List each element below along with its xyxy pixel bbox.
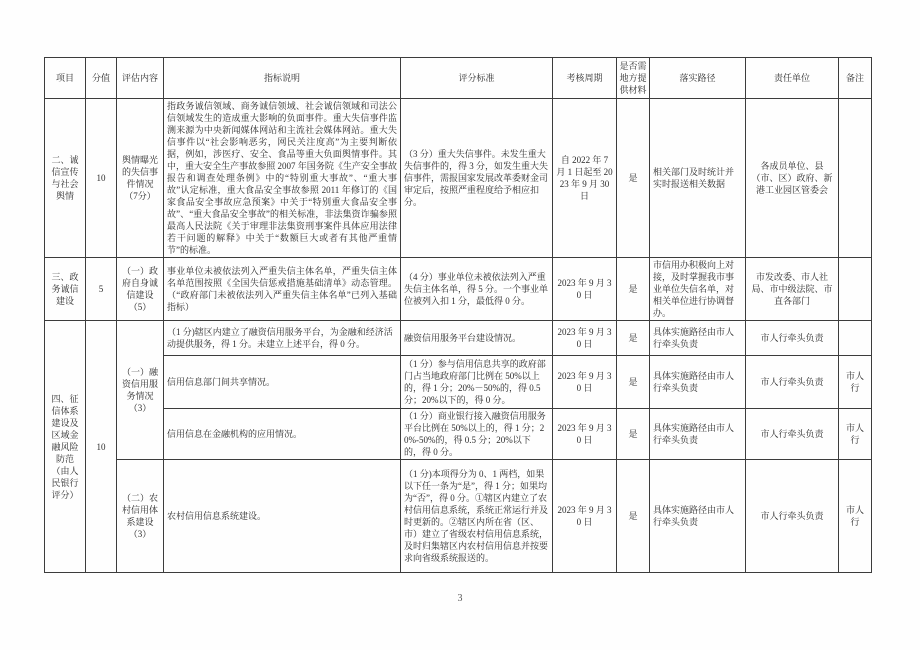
cell-period: 2023 年 9 月 30 日 — [553, 409, 617, 460]
cell-content: 舆情曝光的失信事件情况（7分） — [117, 99, 164, 258]
cell-standard: （1 分）商业银行接入融资信用服务平台比例在 50%以上的，得 1 分；20%-50%的，得 0.5 分；20%以下 的，得 0 分。 — [401, 409, 553, 460]
cell-unit: 市人行牵头负责 — [746, 356, 839, 409]
cell-path: 相关部门及时统计并实时报送相关数据 — [650, 99, 746, 258]
header-material: 是否需地方提供材料 — [617, 58, 650, 99]
cell-material: 是 — [617, 321, 650, 356]
header-score: 分值 — [86, 58, 117, 99]
cell-project: 二、诚信宣传与社会舆情 — [45, 99, 86, 258]
cell-material: 是 — [617, 258, 650, 321]
cell-unit: 市发改委、市人社局、市中级法院、市直各部门 — [746, 258, 839, 321]
cell-note: 市人行 — [839, 356, 872, 409]
cell-standard: （1 分）参与信用信息共享的政府部门占当地政府部门比例在 50%以上的，得 1 分；20%－50%的，得 0.5 分；20%以下的，得 0 分。 — [401, 356, 553, 409]
table-row — [45, 409, 872, 460]
cell-note — [839, 321, 872, 356]
header-content: 评估内容 — [117, 58, 164, 99]
cell-path: 市信用办积极向上对接，及时掌握我市事业单位失信名单，对相关单位进行协调督办。 — [650, 258, 746, 321]
table-row — [45, 460, 872, 573]
cell-standard: （3 分）重大失信事件。未发生重大失信事件的，得 3 分，如发生重大失信事件，需报国家发展改革委财金司审定后，按照严重程度给予相应扣分。 — [401, 99, 553, 258]
cell-content: （一）融资信用服务情况（3） — [117, 321, 164, 460]
cell-path: 具体实施路径由市人行牵头负责 — [650, 356, 746, 409]
cell-unit: 各成员单位、县（市、区）政府、新港工业园区管委会 — [746, 99, 839, 258]
cell-period: 2023 年 9 月 30 日 — [553, 460, 617, 573]
cell-indicator: 信用信息部门间共享情况。 — [164, 356, 401, 409]
cell-material: 是 — [617, 460, 650, 573]
cell-period: 2023 年 9 月 30 日 — [553, 356, 617, 409]
cell-indicator: 事业单位未被依法列入严重失信主体名单，严重失信主体名单范围按照《全国失信惩戒措施基础清单》动态管理。（“政府部门未被依法列入严重失信主体名单”已列入基础指标） — [164, 258, 401, 321]
cell-content: （一）政府自身诚信建设（5） — [117, 258, 164, 321]
cell-indicator: 农村信用信息系统建设。 — [164, 460, 401, 573]
cell-unit: 市人行牵头负责 — [746, 409, 839, 460]
table-row — [45, 99, 872, 258]
cell-period: 2023 年 9 月 30 日 — [553, 258, 617, 321]
header-unit: 责任单位 — [746, 58, 839, 99]
cell-standard: （4 分）事业单位未被依法列入严重失信主体名单，得 5 分。一个事业单位被列入扣 1 分，最低得 0 分。 — [401, 258, 553, 321]
table-row — [45, 258, 872, 321]
header-note: 备注 — [839, 58, 872, 99]
cell-score: 5 — [86, 258, 117, 321]
evaluation-table — [44, 57, 872, 573]
cell-note: 市人行 — [839, 409, 872, 460]
table-row — [45, 321, 872, 356]
header-period: 考核周期 — [553, 58, 617, 99]
cell-path: 具体实施路径由市人行牵头负责 — [650, 321, 746, 356]
cell-standard: （1 分)本项得分为 0、1 两档，如果 以下任一条为“是”，得 1 分；如果均为“否”，得 0 分。①辖区内建立了农村信用信息系统，系统正常运行并及 时更新的。②辖区内所在省（区、 市）建立了省级农村信用信息系统，及时归集辖区内农村信用信息并按要求向省级系统报送的。 — [401, 460, 553, 573]
cell-project: 四、征信体系建设及区域金融风险防范（由人民银行评分） — [45, 321, 86, 573]
cell-standard: 融资信用服务平台建设情况。 — [401, 321, 553, 356]
cell-period: 2023 年 9 月 30 日 — [553, 321, 617, 356]
cell-material: 是 — [617, 99, 650, 258]
header-standard: 评分标准 — [401, 58, 553, 99]
cell-content: （二）农村信用体系建设（3） — [117, 460, 164, 573]
cell-indicator: 信用信息在金融机构的应用情况。 — [164, 409, 401, 460]
cell-path: 具体实施路径由市人行牵头负责 — [650, 409, 746, 460]
header-project: 项目 — [45, 58, 86, 99]
cell-indicator: （1 分)辖区内建立了融资信用服务平台，为金融和经济活动提供服务，得 1 分。未建立上述平台，得 0 分。 — [164, 321, 401, 356]
cell-unit: 市人行牵头负责 — [746, 321, 839, 356]
header-path: 落实路径 — [650, 58, 746, 99]
cell-score: 10 — [86, 321, 117, 573]
cell-unit: 市人行牵头负责 — [746, 460, 839, 573]
cell-note — [839, 258, 872, 321]
cell-score: 10 — [86, 99, 117, 258]
cell-note: 市人行 — [839, 460, 872, 573]
page-number: 3 — [457, 593, 463, 604]
table-row — [45, 356, 872, 409]
header-row — [45, 58, 872, 99]
cell-note — [839, 99, 872, 258]
cell-material: 是 — [617, 409, 650, 460]
cell-period: 自 2022 年 7 月 1 日起至 2023 年 9 月 30 日 — [553, 99, 617, 258]
cell-project: 三、政务诚信建设 — [45, 258, 86, 321]
cell-material: 是 — [617, 356, 650, 409]
header-indicator: 指标说明 — [164, 58, 401, 99]
cell-indicator: 指政务诚信领域、商务诚信领域、社会诚信领域和司法公信领域发生的造成重大影响的负面事件。重大失信事件监测来源为中央新闻媒体网站和主流社会媒体网站。重大失信事件以“社会影响恶劣，网民关注度高”为主要判断依据，例如，涉医疗、安全、食品等重大负面舆情事件。其中，重大安全生产事故参照 2007 年国务院《生产安全事故报告和调查处理条例》中的“特别重大事故”、“重大事故”认定标准，重大食品安全事故参照 2011 年修订的《国家食品安全事故应急预案》中关于“特别重大食品安全事故”、“重大食品安全事故”的相关标准，非法集资诈骗参照最高人民法院《关于审理非法集资刑事案件具体应用法律若干问题的解释》中关于“数额巨大或者有其他严重情节”的标准。 — [164, 99, 401, 258]
cell-path: 具体实施路径由市人行牵头负责 — [650, 460, 746, 573]
